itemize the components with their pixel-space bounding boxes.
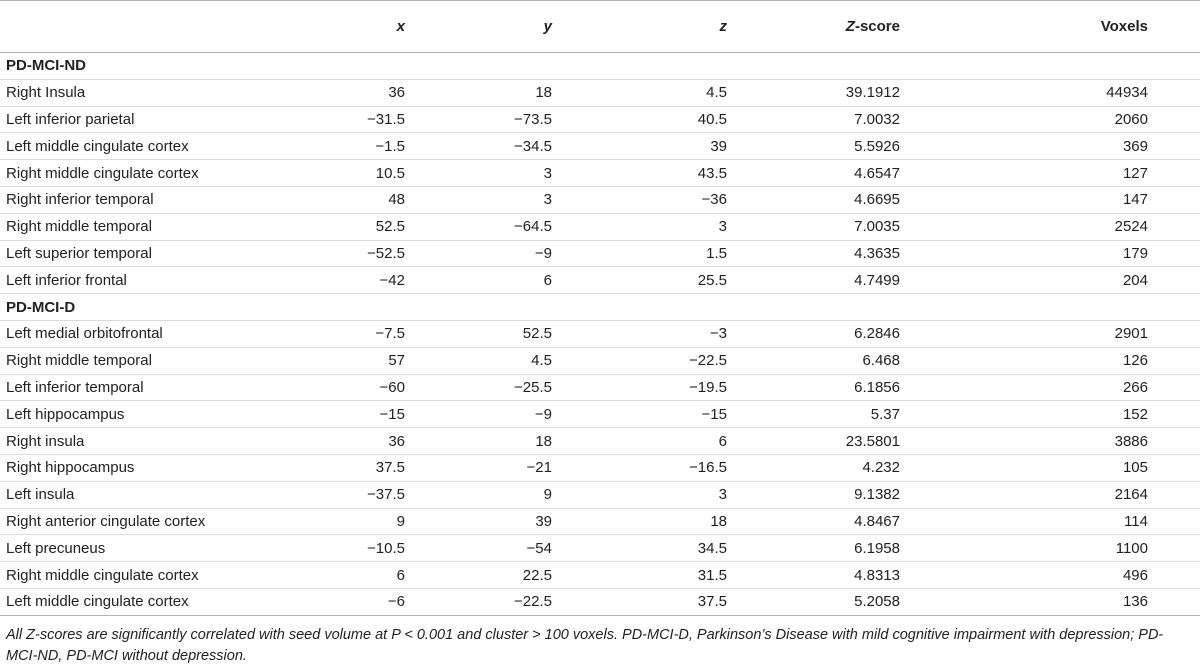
cell-z: −16.5 (580, 454, 755, 481)
cell-voxels: 136 (900, 588, 1200, 615)
cell-z: −36 (580, 186, 755, 213)
header-row (0, 1, 1200, 53)
header-zscore-var: Z (845, 18, 855, 35)
cell-z: 4.5 (580, 79, 755, 106)
cell-y: −34.5 (405, 133, 580, 160)
cell-y: 18 (405, 428, 580, 455)
cell-z: 39 (580, 133, 755, 160)
table-row (0, 588, 1200, 615)
cell-y: 52.5 (405, 320, 580, 347)
cell-x: −31.5 (300, 106, 405, 133)
cell-voxels: 266 (900, 374, 1200, 401)
cell-y: 3 (405, 160, 580, 187)
cell-y: −22.5 (405, 588, 580, 615)
cell-zscore: 4.7499 (755, 267, 900, 294)
header-voxels: Voxels (900, 1, 1200, 53)
cell-region: Left hippocampus (0, 401, 300, 428)
header-x (300, 1, 405, 53)
cell-x: 36 (300, 428, 405, 455)
cell-x: −60 (300, 374, 405, 401)
cell-z: 3 (580, 481, 755, 508)
cell-region: Left inferior parietal (0, 106, 300, 133)
cell-x: −15 (300, 401, 405, 428)
cell-zscore: 6.468 (755, 347, 900, 374)
cell-region: Right inferior temporal (0, 186, 300, 213)
header-zscore (755, 1, 900, 53)
cell-x: −1.5 (300, 133, 405, 160)
cell-zscore: 4.8467 (755, 508, 900, 535)
cell-z: 43.5 (580, 160, 755, 187)
cell-voxels: 496 (900, 562, 1200, 589)
cell-x: 48 (300, 186, 405, 213)
cell-z: −3 (580, 320, 755, 347)
cell-z: 34.5 (580, 535, 755, 562)
table-row (0, 508, 1200, 535)
cell-zscore: 5.37 (755, 401, 900, 428)
cell-y: 39 (405, 508, 580, 535)
header-z-label: z (719, 18, 727, 35)
cell-region: Right middle temporal (0, 213, 300, 240)
cell-x: −37.5 (300, 481, 405, 508)
cell-y: 4.5 (405, 347, 580, 374)
cell-region: Right anterior cingulate cortex (0, 508, 300, 535)
cell-z: −22.5 (580, 347, 755, 374)
cell-z: 40.5 (580, 106, 755, 133)
group-header-row (0, 53, 1200, 80)
cell-z: 18 (580, 508, 755, 535)
cell-region: Left middle cingulate cortex (0, 588, 300, 615)
table-row (0, 428, 1200, 455)
table-row (0, 186, 1200, 213)
table-row (0, 481, 1200, 508)
cell-voxels: 1100 (900, 535, 1200, 562)
cell-y: 9 (405, 481, 580, 508)
group-name: PD-MCI-D (0, 294, 1200, 321)
cell-zscore: 5.2058 (755, 588, 900, 615)
cell-region: Right middle cingulate cortex (0, 160, 300, 187)
cell-region: Left medial orbitofrontal (0, 320, 300, 347)
table-row (0, 374, 1200, 401)
cell-y: −54 (405, 535, 580, 562)
cell-voxels: 114 (900, 508, 1200, 535)
cell-region: Right middle cingulate cortex (0, 562, 300, 589)
table-row (0, 454, 1200, 481)
cell-zscore: 4.6547 (755, 160, 900, 187)
cell-voxels: 44934 (900, 79, 1200, 106)
table-row (0, 133, 1200, 160)
cell-zscore: 39.1912 (755, 79, 900, 106)
table-row (0, 347, 1200, 374)
cell-y: 22.5 (405, 562, 580, 589)
table-row (0, 267, 1200, 294)
cell-zscore: 6.1958 (755, 535, 900, 562)
cell-y: −73.5 (405, 106, 580, 133)
table-row (0, 160, 1200, 187)
cell-x: −6 (300, 588, 405, 615)
cell-region: Left insula (0, 481, 300, 508)
cell-region: Left precuneus (0, 535, 300, 562)
header-region (0, 1, 300, 53)
cell-x: −42 (300, 267, 405, 294)
header-zscore-suffix: -score (854, 18, 900, 35)
cell-region: Left middle cingulate cortex (0, 133, 300, 160)
group-header-row (0, 294, 1200, 321)
cell-z: 3 (580, 213, 755, 240)
table-row (0, 562, 1200, 589)
cell-y: −9 (405, 401, 580, 428)
cell-z: 37.5 (580, 588, 755, 615)
cell-voxels: 127 (900, 160, 1200, 187)
cell-z: −19.5 (580, 374, 755, 401)
cell-y: −64.5 (405, 213, 580, 240)
cell-z: −15 (580, 401, 755, 428)
cell-x: 37.5 (300, 454, 405, 481)
table-body (0, 53, 1200, 616)
cell-voxels: 204 (900, 267, 1200, 294)
cell-region: Left inferior temporal (0, 374, 300, 401)
cell-zscore: 9.1382 (755, 481, 900, 508)
cell-z: 1.5 (580, 240, 755, 267)
table-row (0, 320, 1200, 347)
cell-voxels: 179 (900, 240, 1200, 267)
cell-y: 18 (405, 79, 580, 106)
cell-region: Left inferior frontal (0, 267, 300, 294)
cell-region: Right middle temporal (0, 347, 300, 374)
cell-voxels: 152 (900, 401, 1200, 428)
cell-x: 52.5 (300, 213, 405, 240)
cell-region: Right Insula (0, 79, 300, 106)
cell-x: 9 (300, 508, 405, 535)
cell-y: 6 (405, 267, 580, 294)
cell-zscore: 6.1856 (755, 374, 900, 401)
cell-zscore: 7.0032 (755, 106, 900, 133)
cell-voxels: 105 (900, 454, 1200, 481)
cell-zscore: 5.5926 (755, 133, 900, 160)
cell-voxels: 2164 (900, 481, 1200, 508)
header-y (405, 1, 580, 53)
header-z (580, 1, 755, 53)
cell-voxels: 126 (900, 347, 1200, 374)
table-row (0, 213, 1200, 240)
table-row (0, 79, 1200, 106)
cell-voxels: 147 (900, 186, 1200, 213)
table-footnote: All Z-scores are significantly correlated with seed volume at P < 0.001 and cluster > 100 voxels. PD-MCI-D, Parkinson’s Disease with mild cognitive impairment with depression; PD-MCI-ND, PD-MCI without depression. (6, 626, 1164, 664)
cell-x: 57 (300, 347, 405, 374)
cell-x: 10.5 (300, 160, 405, 187)
table-row (0, 106, 1200, 133)
cell-zscore: 4.6695 (755, 186, 900, 213)
cell-y: −21 (405, 454, 580, 481)
cell-z: 31.5 (580, 562, 755, 589)
cell-x: 36 (300, 79, 405, 106)
cell-region: Right hippocampus (0, 454, 300, 481)
cell-zscore: 6.2846 (755, 320, 900, 347)
cell-voxels: 2901 (900, 320, 1200, 347)
cell-zscore: 23.5801 (755, 428, 900, 455)
cell-zscore: 4.3635 (755, 240, 900, 267)
cell-voxels: 2060 (900, 106, 1200, 133)
cell-y: −9 (405, 240, 580, 267)
cell-x: 6 (300, 562, 405, 589)
header-x-label: x (396, 18, 405, 35)
table-row (0, 535, 1200, 562)
cell-y: −25.5 (405, 374, 580, 401)
table-header (0, 1, 1200, 53)
cell-z: 6 (580, 428, 755, 455)
cell-z: 25.5 (580, 267, 755, 294)
table-row (0, 240, 1200, 267)
cell-region: Right insula (0, 428, 300, 455)
cell-region: Left superior temporal (0, 240, 300, 267)
cell-zscore: 4.232 (755, 454, 900, 481)
cell-voxels: 2524 (900, 213, 1200, 240)
cell-x: −52.5 (300, 240, 405, 267)
table-row (0, 401, 1200, 428)
cell-y: 3 (405, 186, 580, 213)
cell-x: −7.5 (300, 320, 405, 347)
cell-zscore: 7.0035 (755, 213, 900, 240)
cell-voxels: 3886 (900, 428, 1200, 455)
cell-x: −10.5 (300, 535, 405, 562)
cell-voxels: 369 (900, 133, 1200, 160)
group-name: PD-MCI-ND (0, 53, 1200, 80)
header-y-label: y (543, 18, 552, 35)
cell-zscore: 4.8313 (755, 562, 900, 589)
